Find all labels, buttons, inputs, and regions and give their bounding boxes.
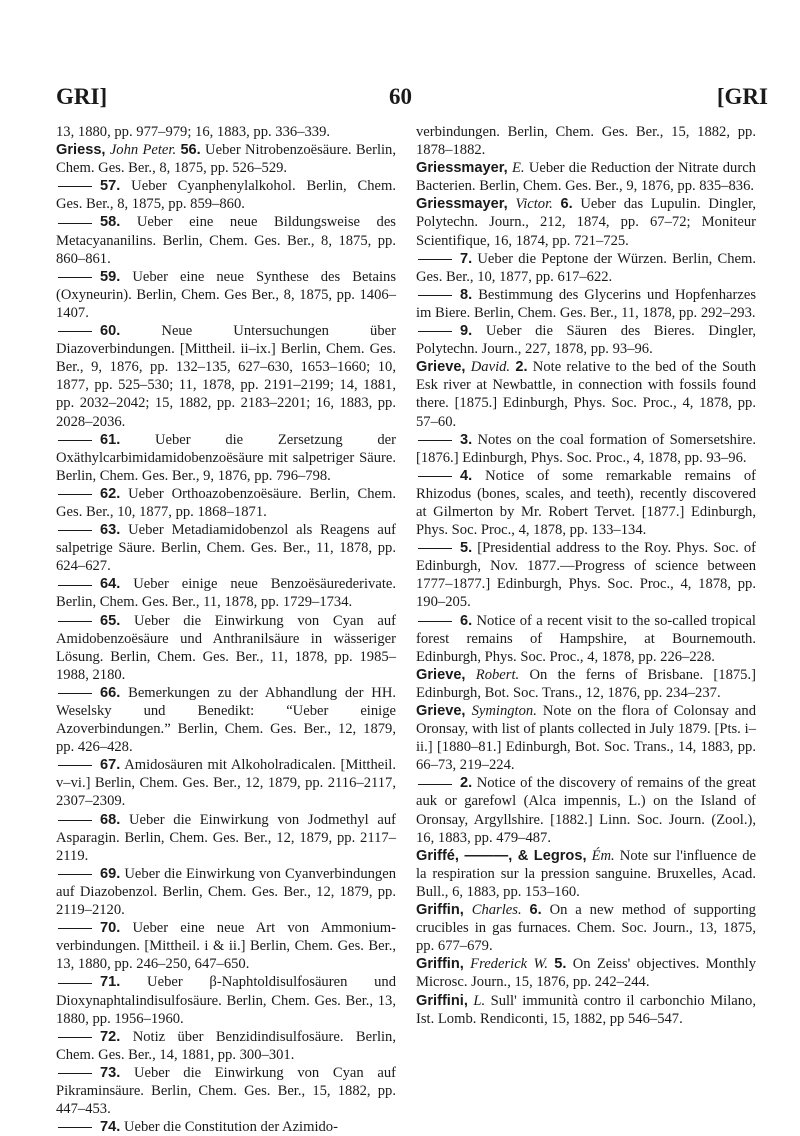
bibliography-entry xyxy=(416,539,756,611)
ditto-rule xyxy=(418,621,452,622)
entry-text: Note relative to the bed of the South Esk river at Newbattle, in connection with fossils found there. [1875.] Edinburgh, Phys. Soc. Proc., 4, 1878, pp. 57–60. xyxy=(416,359,756,430)
entry-number: 5. xyxy=(460,540,473,557)
ditto-rule xyxy=(418,548,452,549)
ditto-rule xyxy=(58,1127,92,1128)
ditto-rule xyxy=(58,621,92,622)
ditto-rule xyxy=(58,186,92,187)
entry-text: Notice of some remarkable remains of Rhizodus (bones, scales, and teeth), recently discovered at Gilmerton by Mr. Robert Tervet. [1877.] Edinburgh, Phys. Soc. Proc., 4, 1878, pp. 133–134. xyxy=(416,467,756,539)
entry-text: On Zeiss' objectives. Monthly Microsc. Journ., 15, 1876, pp. 242–244. xyxy=(416,956,756,991)
ditto-rule xyxy=(58,1073,92,1074)
entry-text: On a new method of supporting crucibles in gas furnaces. Chem. Soc. Journ., 13, 1875, pp. 677–679. xyxy=(416,902,756,955)
entry-text: Ueber die Einwirkung von Jodmethyl auf Asparagin. Berlin, Chem. Ges. Ber., 12, 1879, pp. 2117–2119. xyxy=(56,811,396,864)
entry-text: Notice of a recent visit to the so-called tropical forest remains of Hampshire, at Bournemouth. Edinburgh, Phys. Soc. Proc., 4, 1878, pp. 226–228. xyxy=(416,612,756,665)
entry-text: Sull' immunità contro il carbonchio Milano, Ist. Lomb. Rendiconti, 15, 1882, pp 546–547. xyxy=(416,992,756,1027)
ditto-rule xyxy=(58,693,92,694)
author-first-name: Ém. xyxy=(591,847,615,864)
bibliography-entry xyxy=(56,684,396,756)
bibliography-entry xyxy=(416,702,756,774)
entry-text: [Presidential address to the Roy. Phys. Soc. of Edinburgh, Nov. 1877.—Progress of science between 1777–1877.] Edinburgh, Phys. Soc. Proc., 4, 1878, pp. 190–205. xyxy=(416,540,756,611)
entry-text: Ueber eine neue Art von Ammonium-verbindungen. [Mittheil. i & ii.] Berlin, Chem. Ges. Ber., 13, 1880, pp. 246–250, 647–650. xyxy=(56,920,396,973)
header-right: [GRI xyxy=(716,84,768,109)
bibliography-entry xyxy=(56,213,396,267)
bibliography-entry xyxy=(56,865,396,919)
entry-text: Ueber die Säuren des Bieres. Dingler, Polytechn. Journ., 227, 1878, pp. 93–96. xyxy=(416,323,756,358)
bibliography-entry xyxy=(56,612,396,684)
ditto-rule xyxy=(418,784,452,785)
entry-text: Ueber die Zersetzung der Oxäthylcarbimidamidobenzoësäure mit salpetriger Säure. Berlin, Chem. Ges. Ber., 9, 1876, pp. 796–798. xyxy=(56,431,396,484)
ditto-rule xyxy=(418,476,452,477)
bibliography-entry xyxy=(56,919,396,973)
left-column xyxy=(56,123,396,1136)
entry-number: 67. xyxy=(100,757,121,774)
entry-number: 61. xyxy=(100,431,121,448)
author-name: Grieve, xyxy=(416,359,466,376)
entry-number: 5. xyxy=(554,956,567,973)
entry-text: Notes on the coal formation of Somersetshire. [1876.] Edinburgh, Phys. Soc. Proc., 4, 1878, pp. 93–96. xyxy=(416,431,757,466)
entry-number: 3. xyxy=(460,431,473,448)
bibliography-entry xyxy=(56,756,396,810)
author-first-name: Charles. xyxy=(471,902,522,919)
entry-text: Note sur l'influence de la respiration sur la pression sanguine. Bruxelles, Acad. Bull., 6, 1883, pp. 153–160. xyxy=(416,847,756,900)
entry-number: 6. xyxy=(460,612,473,629)
entry-number: 74. xyxy=(100,1119,121,1136)
page-number: 60 xyxy=(389,84,412,109)
entry-number: 63. xyxy=(100,522,121,539)
entry-number: 68. xyxy=(100,811,121,828)
bibliography-entry xyxy=(416,467,756,539)
bibliography-entry xyxy=(56,322,396,431)
entry-number: 65. xyxy=(100,612,121,629)
header-left: GRI] xyxy=(56,84,108,109)
author-name: Griffin, xyxy=(416,902,464,919)
entry-text: Notice of the discovery of remains of the great auk or garefowl (Alca impennis, L.) on the Island of Oronsay, Argyllshire. [1882.] Linn. Soc. Journ. (Zool.), 16, 1883, pp. 479–487. xyxy=(416,775,756,846)
entry-text: Bestimmung des Glycerins und Hopfenharzes im Biere. Berlin, Chem. Ges. Ber., 11, 1878, pp. 292–293. xyxy=(416,286,756,321)
right-column xyxy=(416,123,756,1028)
ditto-rule xyxy=(58,494,92,495)
bibliography-entry xyxy=(56,521,396,575)
entry-text: Ueber eine neue Bildungsweise des Metacyananilins. Berlin, Chem. Ges. Ber., 8, 1875, pp. 860–861. xyxy=(56,214,396,267)
entry-number: 59. xyxy=(100,268,121,285)
author-name: Griessmayer, xyxy=(416,160,508,177)
entry-number: 2. xyxy=(460,775,473,792)
entry-number: 58. xyxy=(100,214,121,231)
bibliography-entry xyxy=(56,811,396,865)
entry-number: 56. xyxy=(180,142,201,159)
ditto-rule xyxy=(58,530,92,531)
ditto-rule xyxy=(58,331,92,332)
entry-text: Ueber eine neue Synthese des Betains (Oxyneurin). Berlin, Chem. Ges Ber., 8, 1875, pp. 1406–1407. xyxy=(56,268,396,321)
ditto-rule xyxy=(418,331,452,332)
bibliography-entry xyxy=(416,322,756,358)
entry-text: Ueber die Reduction der Nitrate durch Bacterien. Berlin, Chem. Ges. Ber., 9, 1876, pp. 835–836. xyxy=(416,160,756,195)
entry-number: 64. xyxy=(100,576,121,593)
entry-text: Notiz über Benzidindisulfosäure. Berlin, Chem. Ges. Ber., 14, 1881, pp. 300–301. xyxy=(56,1028,396,1063)
author-name: Griess, xyxy=(56,142,106,159)
bibliography-entry xyxy=(56,123,396,141)
author-first-name: Symington. xyxy=(471,703,537,719)
author-name: Griffini, xyxy=(416,992,468,1009)
bibliography-entry xyxy=(416,847,756,901)
bibliography-entry xyxy=(56,268,396,322)
entry-number: 8. xyxy=(460,286,473,303)
author-first-name: L. xyxy=(473,992,486,1009)
author-first-name: John Peter. xyxy=(109,142,177,159)
entry-text: 13, 1880, pp. 977–979; 16, 1883, pp. 336–339. xyxy=(56,124,331,140)
bibliography-entry xyxy=(56,973,396,1027)
entry-number: 6. xyxy=(560,196,573,213)
entry-text: Ueber Cyanphenylalkohol. Berlin, Chem. Ges. Ber., 8, 1875, pp. 859–860. xyxy=(56,178,396,213)
entry-number: 2. xyxy=(515,359,528,376)
bibliography-entry xyxy=(56,1064,396,1118)
author-name: Griffin, xyxy=(416,956,464,973)
ditto-rule xyxy=(58,983,92,984)
author-name: Griffé, ———, & Legros, xyxy=(416,847,587,864)
bibliography-entry xyxy=(416,358,756,430)
bibliography-entry xyxy=(416,666,756,702)
bibliography-entry xyxy=(416,774,756,846)
entry-text: Ueber Nitrobenzoësäure. Berlin, Chem. Ges. Ber., 8, 1875, pp. 526–529. xyxy=(56,142,396,177)
entry-text: Bemerkungen zu der Abhandlung der HH. Weselsky und Benedikt: “Ueber einige Azoverbindungen.” Berlin, Chem. Ges. Ber., 12, 1879, pp. 426–428. xyxy=(56,684,397,756)
bibliography-entry xyxy=(416,901,756,955)
bibliography-entry xyxy=(416,286,756,322)
bibliography-entry xyxy=(56,485,396,521)
bibliography-entry xyxy=(416,250,756,286)
bibliography-entry xyxy=(416,992,756,1028)
author-first-name: E. xyxy=(511,160,525,177)
entry-number: 4. xyxy=(460,467,473,484)
bibliography-entry xyxy=(56,1118,396,1136)
bibliography-entry xyxy=(416,123,756,159)
ditto-rule xyxy=(58,1037,92,1038)
ditto-rule xyxy=(418,259,452,260)
entry-number: 66. xyxy=(100,684,121,701)
entry-text: Ueber das Lupulin. Dingler, Polytechn. Journ., 212, 1874, pp. 67–72; Moniteur Scientifique, 16, 1874, pp. 721–725. xyxy=(416,196,757,249)
bibliography-entry xyxy=(416,159,756,195)
entry-text: Ueber Metadiamidobenzol als Reagens auf salpetrige Säure. Berlin, Chem. Ges. Ber., 11, 1878, pp. 624–627. xyxy=(56,522,396,575)
ditto-rule xyxy=(58,928,92,929)
author-name: Griessmayer, xyxy=(416,196,508,213)
ditto-rule xyxy=(58,223,92,224)
entry-text: Ueber die Einwirkung von Cyan auf Pikraminsäure. Berlin, Chem. Ges. Ber., 15, 1882, pp. 447–453. xyxy=(56,1064,396,1118)
entry-number: 73. xyxy=(100,1064,121,1081)
bibliography-entry xyxy=(416,612,756,666)
entry-text: Ueber die Constitution der Azimido- xyxy=(123,1119,338,1136)
bibliography-entry xyxy=(416,195,756,249)
entry-number: 7. xyxy=(460,250,473,267)
author-first-name: Victor. xyxy=(515,196,553,213)
entry-text: verbindungen. Berlin, Chem. Ges. Ber., 15, 1882, pp. 1878–1882. xyxy=(416,124,756,159)
entry-text: Note on the flora of Colonsay and Oronsay, with list of plants collected in July 1879. [Pts. i–ii.] [1880–81.] Edinburgh, Bot. Soc. Trans., 14, 1883, pp. 66–73, 219–224. xyxy=(416,703,757,774)
entry-text: Ueber die Einwirkung von Cyan auf Amidobenzoësäure und Anthranilsäure in wässeriger Lösung. Berlin, Chem. Ges. Ber., 11, 1878, pp. 1985–1988, 2180. xyxy=(56,612,396,683)
bibliography-entry xyxy=(416,955,756,991)
entry-number: 6. xyxy=(529,902,542,919)
running-header xyxy=(0,84,800,114)
entry-text: Amidosäuren mit Alkoholradicalen. [Mittheil. v–vi.] Berlin, Chem. Ges. Ber., 12, 1879, pp. 2116–2117, 2307–2309. xyxy=(56,757,397,810)
entry-text: Ueber die Peptone der Würzen. Berlin, Chem. Ges. Ber., 10, 1877, pp. 617–622. xyxy=(416,250,756,285)
entry-number: 62. xyxy=(100,485,121,502)
entry-text: Ueber einige neue Benzoësäurederivate. Berlin, Chem. Ges. Ber., 11, 1878, pp. 1729–1734. xyxy=(56,576,397,611)
entry-text: On the ferns of Brisbane. [1875.] Edinburgh, Bot. Soc. Trans., 12, 1876, pp. 234–237. xyxy=(416,666,756,701)
entry-text: Ueber Orthoazobenzoësäure. Berlin, Chem. Ges. Ber., 10, 1877, pp. 1868–1871. xyxy=(56,485,396,520)
ditto-rule xyxy=(58,585,92,586)
ditto-rule xyxy=(418,295,452,296)
bibliography-entry xyxy=(56,1028,396,1064)
entry-number: 69. xyxy=(100,865,121,882)
bibliography-entry xyxy=(56,575,396,611)
bibliography-entry xyxy=(56,141,396,177)
ditto-rule xyxy=(58,765,92,766)
entry-text: Ueber die Einwirkung von Cyanverbindungen auf Diazobenzol. Berlin, Chem. Ges. Ber., 12, 1879, pp. 2119–2120. xyxy=(56,865,396,919)
author-first-name: Robert. xyxy=(475,666,520,683)
entry-number: 72. xyxy=(100,1028,121,1045)
author-first-name: David. xyxy=(470,359,511,376)
author-name: Grieve, xyxy=(416,703,466,719)
ditto-rule xyxy=(58,820,92,821)
ditto-rule xyxy=(418,440,452,441)
bibliography-entry xyxy=(56,177,396,213)
ditto-rule xyxy=(58,874,92,875)
entry-number: 9. xyxy=(460,323,473,340)
entry-number: 57. xyxy=(100,178,121,195)
ditto-rule xyxy=(58,440,92,441)
author-name: Grieve, xyxy=(416,666,466,683)
entry-number: 60. xyxy=(100,323,121,340)
ditto-rule xyxy=(58,277,92,278)
entry-number: 71. xyxy=(100,974,121,991)
entry-number: 70. xyxy=(100,920,121,937)
author-first-name: Frederick W. xyxy=(470,956,548,973)
entry-text: Ueber β-Naphtoldisulfosäuren und Dioxynaphtalindisulfosäure. Berlin, Chem. Ges. Ber., 13, 1880, pp. 1956–1960. xyxy=(56,974,396,1027)
bibliography-entry xyxy=(56,431,396,485)
bibliography-entry xyxy=(416,431,756,467)
entry-text: Neue Untersuchungen über Diazoverbindungen. [Mittheil. ii–ix.] Berlin, Chem. Ges. Ber., 9, 1876, pp. 132–135, 627–630, 1653–1660; 10, 1877, pp. 525–530; 11, 1878, pp. 2191–2199; 14, 1881, pp. 2032–2042; 15, 1882, pp. 2183–2201; 16, 1883, pp. 2028–2036. xyxy=(56,323,396,430)
